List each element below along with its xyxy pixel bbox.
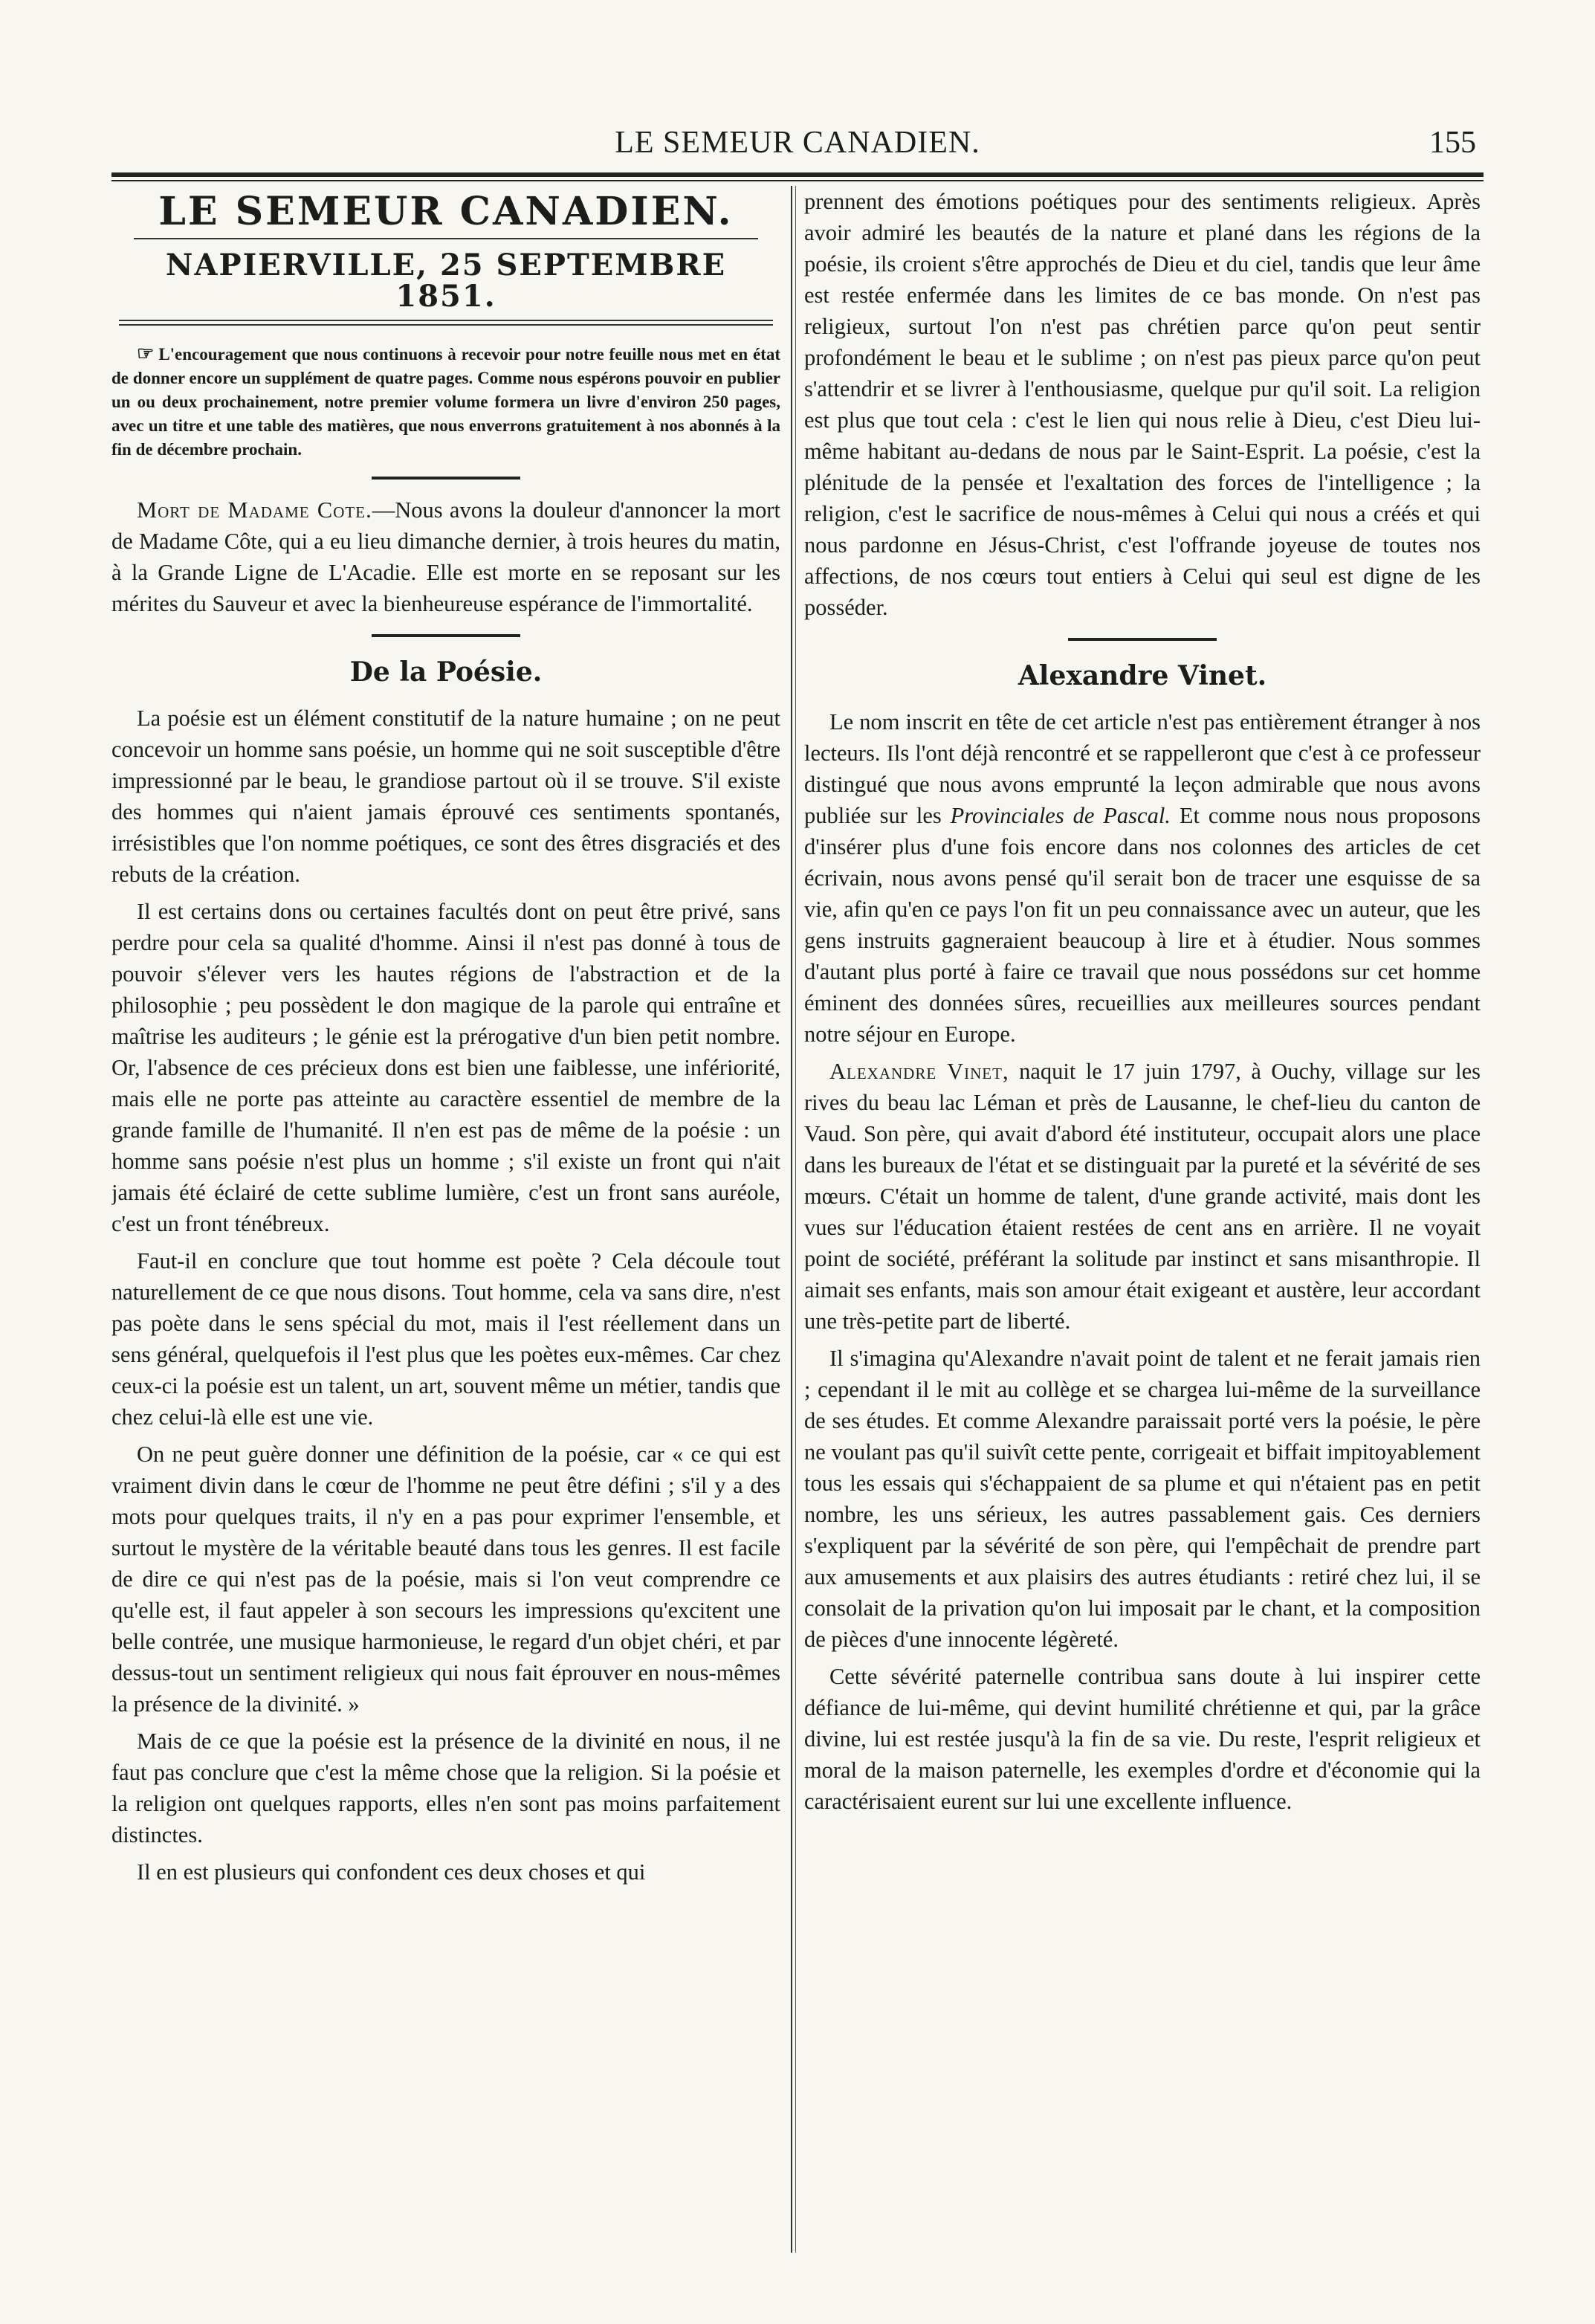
obituary-text: —Nous avons la douleur d'annoncer la mort de Madame Côte, qui a eu lieu dimanche dernier, à trois heures du matin, à la Grande Ligne de L'Acadie. Elle est morte en se reposant sur les mérites du Sauveur et avec la bienheureuse espérance de l'immortalité. xyxy=(111,497,780,616)
vinet-name-lead: Alexandre Vinet, xyxy=(829,1059,1009,1084)
section-rule xyxy=(372,477,520,480)
section-rule xyxy=(372,634,520,637)
dateline-rule xyxy=(119,320,773,326)
masthead-title: LE SEMEUR CANADIEN. xyxy=(158,189,734,234)
vinet-paragraph xyxy=(804,1056,1481,1337)
vinet-paragraph xyxy=(804,706,1481,1050)
poesie-paragraph: Mais de ce que la poésie est la présence de la divinité en nous, il ne faut pas conclure que c'est la même chose que la religion. Si la poésie et la religion ont quelques rapports, elles n'en sont pas moins parfaitement distinctes. xyxy=(111,1729,780,1847)
vinet-paragraph: Il s'imagina qu'Alexandre n'avait point de talent et ne ferait jamais rien ; cependant il le mit au collège et se chargea lui-même de la surveillance de ses études. Et comme Alexandre paraissait porté vers la poésie, le père ne voulant pas qu'il suivît cette pente, corrigeait et biffait impitoyablement tous les essais qui s'échappaient de sa plume et qui n'étaient pas en petit nombre, les uns sérieux, les autres passablement gais. Ces derniers s'expliquent par la sévérité de son père, qui l'empêchait de prendre part aux amusements et aux plaisirs des autres étudiants : retiré chez lui, il se consolait de la privation qu'on lui imposait par le chant, et la composition de pièces d'une innocente légèreté. xyxy=(804,1346,1481,1652)
poesie-paragraph: On ne peut guère donner une définition de la poésie, car « ce qui est vraiment divin dans le cœur de l'homme ne peut être défini ; s'il y a des mots pour quelques traits, il n'y en a pas pour exprimer l'ensemble, et surtout le mystère de la véritable beauté dans tous les genres. Il est facile de dire ce qui n'est pas de la poésie, mais si l'on veut comprendre ce qu'elle est, il faut appeler à son secours les impressions qu'excitent une belle contrée, une musique harmonieuse, le regard d'un objet chéri, et par dessus-tout un sentiment religieux qui nous fait éprouver en nous-mêmes la présence de la divinité. » xyxy=(111,1442,780,1717)
vinet-heading: Alexandre Vinet. xyxy=(1017,660,1267,691)
column-divider-inner xyxy=(795,186,796,2253)
obituary xyxy=(111,494,780,619)
poesie-paragraph: Il en est plusieurs qui confondent ces deux choses et qui xyxy=(137,1859,646,1885)
vinet-text: Le nom inscrit en tête de cet article n'est pas entièrement étranger à nos lecteurs. Ils l'ont déjà rencontré et se rappelleront que c'est à ce professeur distingué que nous avons emprunté la leçon admirable que nous avons publiée sur les xyxy=(804,709,1481,828)
poesie-paragraph: La poésie est un élément constitutif de la nature humaine ; on ne peut concevoir un homme sans poésie, un homme qui ne soit susceptible d'être impressionné par le beau, le grandiose partout où il se trouve. S'il existe des hommes qui n'aient jamais éprouvé ces sentiments spontanés, irrésistibles que l'on nomme poétiques, ce sont des êtres disgraciés et des rebuts de la création. xyxy=(111,706,780,887)
vinet-text: Et comme nous nous proposons d'insérer plus d'une fois encore dans nos colonnes des articles de cet écrivain, nous avons pensé qu'il serait bon de tracer une esquisse de sa vie, afin qu'en ce pays l'on fit un peu connaissance avec un auteur, que les gens instruits gagneraient beaucoup à lire et à étudier. Nous sommes d'autant plus porté à faire ce travail que nous possédons sur cet homme éminent des données sûres, recueillies aux meilleures sources pendant notre séjour en Europe. xyxy=(804,803,1481,1047)
notice-text: L'encouragement que nous continuons à recevoir pour notre feuille nous met en état de donner encore un supplément de quatre pages. Comme nous espérons pouvoir en publier un ou deux prochainement, notre premier volume formera un livre d'environ 250 pages, avec un titre et une table des matières, que nous enverrons gratuitement à nos abonnés à la fin de décembre prochain. xyxy=(111,345,780,459)
obituary-lead: Mort de Madame Cote. xyxy=(137,497,372,523)
poesie-heading: De la Poésie. xyxy=(349,656,543,688)
masthead-rule xyxy=(134,238,758,239)
dateline: NAPIERVILLE, 25 SEPTEMBRE 1851. xyxy=(165,248,727,314)
vinet-italic-title: Provinciales de Pascal. xyxy=(950,803,1171,828)
right-column xyxy=(804,186,1481,2253)
poesie-continuation: prennent des émotions poétiques pour des sentiments religieux. Après avoir admiré les beautés de la nature et plané dans les régions de la poésie, ils croient s'être approchés de Dieu et du ciel, tandis que leur âme est restée enfermée dans les limites de ce bas monde. On n'est pas religieux, surtout l'on n'est pas chrétien parce qu'on peut sentir profondément le beau et le sublime ; on n'est pas pieux parce qu'on peut s'attendrir et se livrer à l'enthousiasme, quelque pur qu'il soit. La religion est plus que tout cela : c'est le lien qui nous relie à Dieu, c'est Dieu lui-même habitant au-dedans de nous par le Saint-Esprit. La poésie, c'est la plénitude de la pensée et l'exaltation des forces de l'intelligence ; la religion, c'est le sacrifice de nous-mêmes à Celui qui nous a créés et qui nous pardonne en Jésus-Christ, c'est l'offrande joyeuse de toutes nos affections, de nos cœurs tout entiers à Celui qui seul est digne de les posséder. xyxy=(804,189,1481,620)
page-number: 155 xyxy=(1429,126,1476,160)
header-rule xyxy=(111,172,1484,181)
pointing-hand-icon: ☞ xyxy=(137,343,155,364)
section-rule xyxy=(1068,638,1217,641)
column-divider xyxy=(791,186,792,2253)
poesie-paragraph: Faut-il en conclure que tout homme est poète ? Cela découle tout naturellement de ce que nous disons. Tout homme, cela va sans dire, n'est pas poète dans le sens spécial du mot, mais il l'est réellement dans un sens général, quelquefois il l'est plus que les poètes eux-mêmes. Car chez ceux-ci la poésie est un talent, un art, souvent même un métier, tandis que chez celui-là elle est une vie. xyxy=(111,1248,780,1430)
running-head xyxy=(104,119,1491,164)
running-title: LE SEMEUR CANADIEN. xyxy=(615,126,980,160)
vinet-paragraph: Cette sévérité paternelle contribua sans doute à lui inspirer cette défiance de lui-même, qui devint humilité chrétienne et qui, par la grâce divine, lui est restée jusqu'à la fin de sa vie. Du reste, l'esprit religieux et moral de la maison paternelle, les exemples d'ordre et d'économie qui la caractérisaient eurent sur lui une excellente influence. xyxy=(804,1664,1481,1814)
subscriber-notice xyxy=(111,342,780,462)
vinet-text: naquit le 17 juin 1797, à Ouchy, village sur les rives du beau lac Léman et près de Lausanne, le chef-lieu du canton de Vaud. Son père, qui avait d'abord été instituteur, occupait alors une place dans les bureaux de l'état et se distinguait par la pureté et la sévérité de ses mœurs. C'était un homme de talent, d'une grande activité, mais dont les vues sur l'éducation étaient restées de cent ans en arrière. Il ne voyait point de société, préférant la solitude par instinct et sans misanthropie. Il aimait ses enfants, mais son amour était exigeant et austère, leur accordant une très-petite part de liberté. xyxy=(804,1059,1481,1334)
left-column xyxy=(111,186,780,2253)
poesie-paragraph: Il est certains dons ou certaines facultés dont on peut être privé, sans perdre pour cela sa qualité d'homme. Ainsi il n'est pas donné à tous de pouvoir s'élever vers les hautes régions de l'abstraction et de la philosophie ; peu possèdent le don magique de la parole qui entraîne et maîtrise les auditeurs ; le génie est la prérogative d'un bien petit nombre. Or, l'absence de ces précieux dons est bien une faiblesse, une infériorité, mais elle ne porte pas atteinte au caractère essentiel de membre de la grande famille de l'humanité. Il n'en est pas de même de la poésie : un homme sans poésie n'est plus un homme ; s'il existe un front qui n'ait jamais été éclairé de cette sublime lumière, c'est un front sans auréole, c'est un front ténébreux. xyxy=(111,899,780,1236)
